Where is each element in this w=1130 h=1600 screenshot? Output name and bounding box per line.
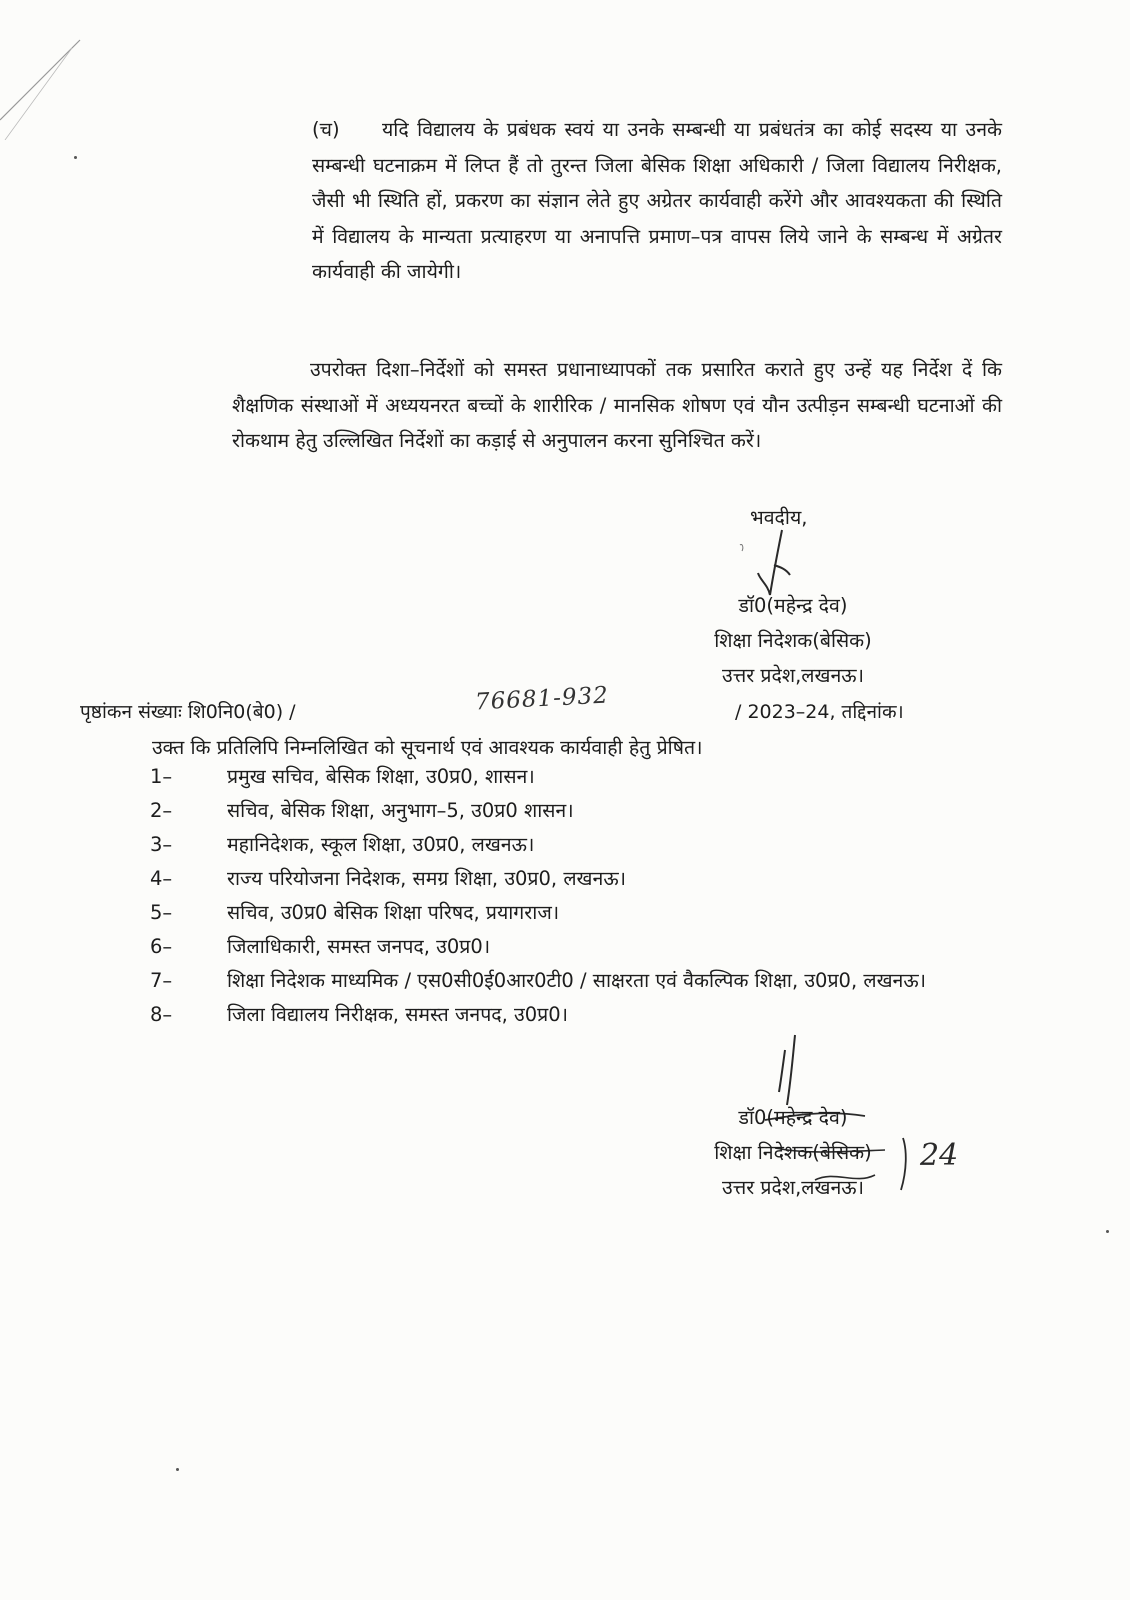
signatory-name: डॉ0(महेन्द्र देव): [738, 1106, 848, 1129]
list-item: [150, 930, 980, 964]
clause-cha: [312, 112, 1002, 290]
item-number: 7–: [150, 969, 173, 992]
scan-edge-line: [0, 0, 120, 140]
item-text: जिलाधिकारी, समस्त जनपद, उ0प्र0।: [227, 935, 491, 958]
signatory-designation: शिक्षा निदेशक(बेसिक): [714, 1141, 872, 1164]
item-number: 2–: [150, 799, 173, 822]
instruction-paragraph: उपरोक्त दिशा–निर्देशों को समस्त प्रधानाध्यापकों तक प्रसारित कराते हुए उन्हें यह निर्देश दें कि शैक्षणिक संस्थाओं में अध्ययनरत बच्चों के शारीरिक / मानसिक शोषण एवं यौन उत्पीड़न सम्बन्धी घटनाओं की रोकथाम हेतु उल्लिखित निर्देशों का कड़ाई से अनुपालन करना सुनिश्चित करें।: [232, 358, 1002, 452]
signatory-place: उत्तर प्रदेश,लखनऊ।: [722, 1176, 864, 1199]
list-item: [150, 828, 980, 862]
signatory-block-1: [668, 588, 918, 693]
reference-label: पृष्ठांकन संख्याः शि0नि0(बे0) /: [80, 701, 296, 723]
item-number: 5–: [150, 901, 173, 924]
list-item: [150, 794, 980, 828]
signatory-place: उत्तर प्रदेश,लखनऊ।: [722, 664, 864, 687]
item-text: जिला विद्यालय निरीक्षक, समस्त जनपद, उ0प्र0।: [227, 1003, 569, 1026]
item-text: सचिव, बेसिक शिक्षा, अनुभाग–5, उ0प्र0 शासन।: [227, 799, 574, 822]
scan-speck: [1106, 1230, 1109, 1233]
reference-handwritten-number: 76681-932: [474, 682, 610, 716]
item-text: राज्य परियोजना निदेशक, समग्र शिक्षा, उ0प्र0, लखनऊ।: [227, 867, 627, 890]
list-item: [150, 760, 980, 794]
list-item: [150, 964, 980, 998]
copy-intro: उक्त कि प्रतिलिपि निम्नलिखित को सूचनार्थ एवं आवश्यक कार्यवाही हेतु प्रेषित।: [152, 736, 703, 759]
handwritten-note: 24: [920, 1138, 959, 1173]
signatory-designation: शिक्षा निदेशक(बेसिक): [714, 629, 872, 652]
signatory-name: डॉ0(महेन्द्र देव): [738, 594, 848, 617]
item-text: सचिव, उ0प्र0 बेसिक शिक्षा परिषद, प्रयागराज।: [227, 901, 560, 924]
item-number: 8–: [150, 1003, 173, 1026]
item-text: प्रमुख सचिव, बेसिक शिक्षा, उ0प्र0, शासन।: [227, 765, 535, 788]
item-number: 3–: [150, 833, 173, 856]
list-item: [150, 862, 980, 896]
reference-date: / 2023–24, तद्दिनांक।: [735, 701, 904, 723]
list-item: [150, 998, 980, 1032]
clause-marker: (च): [312, 118, 340, 141]
scan-speck: [176, 1468, 179, 1471]
recipients-list: [150, 760, 980, 1032]
item-number: 6–: [150, 935, 173, 958]
list-item: [150, 896, 980, 930]
clause-text: यदि विद्यालय के प्रबंधक स्वयं या उनके सम्बन्धी या प्रबंधतंत्र का कोई सदस्य या उनके सम्बन्धी घटनाक्रम में लिप्त हैं तो तुरन्त जिला बेसिक शिक्षा अधिकारी / जिला विद्यालय निरीक्षक, जैसी भी स्थिति हों, प्रकरण का संज्ञान लेते हुए अग्रेतर कार्यवाही करेंगे और आवश्यकता की स्थिति में विद्यालय के मान्यता प्रत्याहरण या अनापत्ति प्रमाण–पत्र वापस लिये जाने के सम्बन्ध में अग्रेतर कार्यवाही की जायेगी।: [312, 118, 1002, 283]
scan-speck: [74, 156, 77, 159]
item-text: शिक्षा निदेशक माध्यमिक / एस0सी0ई0आर0टी0 / साक्षरता एवं वैकल्पिक शिक्षा, उ0प्र0, लखनऊ।: [227, 969, 927, 992]
item-number: 1–: [150, 765, 173, 788]
signatory-block-2: [668, 1100, 918, 1205]
item-text: महानिदेशक, स्कूल शिक्षा, उ0प्र0, लखनऊ।: [227, 833, 535, 856]
item-number: 4–: [150, 867, 173, 890]
closing-salutation: भवदीय,: [750, 506, 808, 529]
